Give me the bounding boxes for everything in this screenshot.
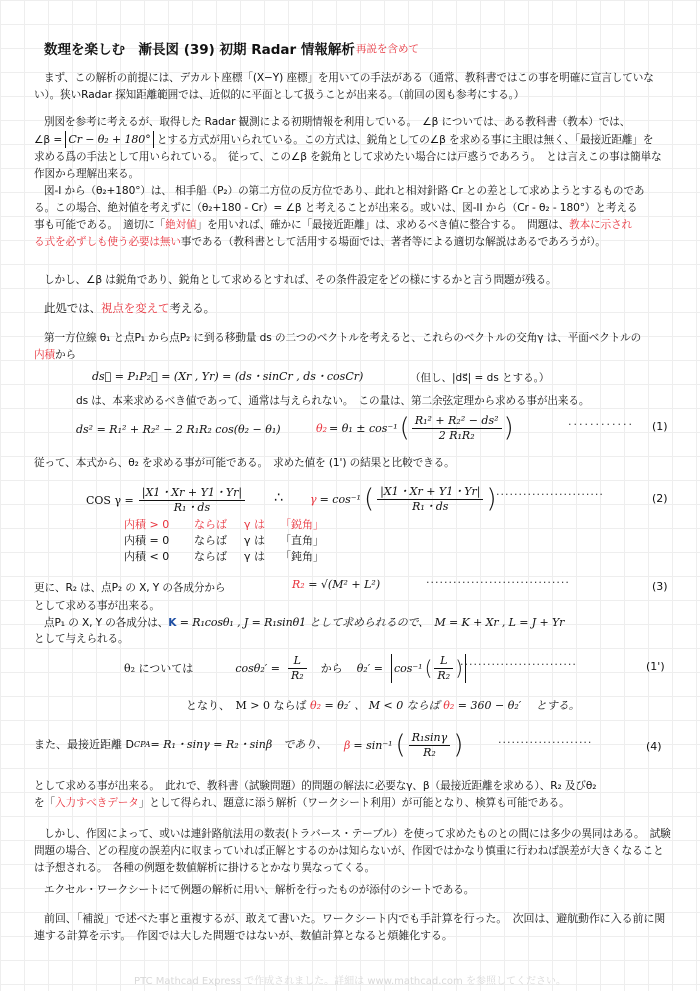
inner-row-negative: 内積 < 0 ならば γ は 「鈍角」 (124, 550, 324, 563)
equation-label-1prime: (1') (646, 660, 665, 673)
paragraph-results (34, 778, 674, 812)
para5-line3: ds は、本来求めるべき値であって、通常は与えられない。 この量は、第二余弦定理から求める事が出来る。 (76, 395, 590, 407)
equation-label-3: (3) (652, 580, 668, 593)
para8-line1: として求める事が出来る。 此れで、教科書（試験問題）的問題の解法に必要なγ、β（最接近距離を求める）、R₂ 及びθ₂ (34, 780, 597, 792)
page-title: 数理を楽しむ 漸長図 (39) 初期 Radar 情報解析 (44, 42, 355, 58)
equation-1prime: θ₂ については cosθ₂′ = $\frac{L}{\text{R₂}}$ から θ₂′ = cos⁻¹ ( $\frac{L}{\text{R₂}}$ ) (124, 646, 466, 690)
leader-dots-4: ····················· (498, 736, 593, 749)
equation-label-4: (4) (646, 740, 662, 753)
leader-dots-1prime: ·························· (460, 658, 577, 671)
paragraph-vectors: 第一方位線 θ₁ と点P₁ から点P₂ に到る移動量 ds の二つのベクトルを考えると、これらのベクトルの交角γ は、平面ベクトルの 内積から (34, 330, 674, 364)
paragraph-worksheet: エクセル・ワークシートにて例題の解析に用い、解析を行ったものが添付のシートである。 (44, 884, 475, 896)
para8-line2: を「入力すべきデータ」として得られ、題意に添う解析（ワークシート利用）が可能となり、検算も可能である。 (34, 797, 570, 809)
leader-dots-1: ············ (568, 418, 634, 431)
highlight-absolute-value: 絶対値 (165, 219, 197, 231)
para7-line2: として求める事が出来る。 (34, 600, 160, 612)
leader-dots-3: ································ (426, 576, 570, 589)
para2-line4: 作図から理解出来る。 (34, 168, 139, 180)
para2-line5: 図-I から（θ₂+180°）は、 相手船（P₂）の第二方位の反方位であり、此れと相対針路 Cr との差として求めようとするものであ (44, 185, 645, 197)
beta-abs-formula: Cr − θ₂ + 180° (65, 131, 153, 148)
page-subtitle: 再説を含めて (356, 43, 419, 55)
para5-line1: 第一方位線 θ₁ と点P₁ から点P₂ に到る移動量 ds の二つのベクトルを考えると、これらのベクトルの交角γ は、平面ベクトルの (44, 332, 642, 344)
highlight-textbook-2: る式を必ずしも使う必要は無い (34, 236, 181, 248)
equation-3: R₂ = √(M² + L²) (292, 578, 381, 591)
para2-line1: 別図を参考に考えるが、取得した Radar 観測による初期情報を利用している。 ∠β については、ある教科書（教本）では、 (44, 116, 631, 128)
paragraph-change-viewpoint: 此処では、視点を変えて考える。 (44, 301, 216, 315)
para7-line3: 点P₁ の X, Y の各成分は、K = R₁cosθ₁ , J = R₁sinθ1 として求められるので、 M = K + Xr , L = J + Yr (44, 616, 565, 629)
footer-watermark: PTC Mathcad Express で作成されました。詳細は www.mathcad.com を参照してください。 (134, 976, 566, 987)
para7-line1: 更に、R₂ は、点P₂ の X, Y の各成分から (34, 582, 226, 594)
para2-line2: ∠β = Cr − θ₂ + 180° とする方式が用いられている。この方式は、鋭角としての∠β を求める事に主眼は無く、「最接近距離」を (34, 133, 654, 146)
leader-dots-2: ························ (496, 488, 604, 501)
equation-label-2: (2) (652, 492, 668, 505)
equation-2-cos-gamma: COS γ = $\frac{|X1・Xr + Y1・Yr|}{\text{R₁・ds}}$ (86, 478, 245, 522)
paragraph-errors: しかし、作図によって、或いは連針路航法用の数表(トラバース・テーブル）を使って求めたものとの間には多少の異同はある。 試験問題の場合、どの程度の誤差内に収まっていれば正解とするのかは知らないが、作図ではかなり慎重に行わねば誤差が大きくなることは予想される。 各種の例題を数値解析に掛けるとかなり異なってくる。 (34, 828, 671, 874)
highlight-textbook-1: 教本に示され (569, 219, 633, 231)
para2-line8: る式を必ずしも使う必要は無い事である（教科書として活用する場面では、著者等による適切な解説はあるであろうが）。 (34, 236, 606, 248)
equation-1-cosine-law: ds² = R₁² + R₂² − 2 R₁R₂ cos(θ₂ − θ₁) (76, 423, 281, 436)
inner-row-positive: 内積 > 0 ならば γ は 「鋭角」 (124, 518, 324, 531)
theta2-conditions: となり、 M > 0 ならば θ₂ = θ₂′ 、 M < 0 ならば θ₂ = 360 − θ₂′ とする。 (186, 699, 580, 712)
inner-product-table (124, 517, 324, 565)
equation-4-beta: β = sin⁻¹ ( $\frac{\text{R₁sinγ}}{\text{R₂}}$ ) (344, 730, 464, 760)
para2-line7: 事も可能である。 適切に「絶対値」を用いれば、確かに「最接近距離」は、求めるべき値に整合する。 問題は、教本に示され (34, 219, 633, 231)
paragraph-premise: まず、この解析の前提には、デカルト座標「(X−Y) 座標」を用いての手法がある（通常、教科書ではこの事を明確に宣言していない）。狭いRadar 探知距離範囲では、近似的に平面として扱うことが出来る。（前回の図も参考にする。） (34, 72, 654, 101)
para2-line3: 求める爲の手法として用いられている。 従って、この∠β を鋭角として求めたい場合には戸惑うであろう。 とは言えこの事は簡単な (34, 151, 662, 163)
paragraph-beta-method (34, 114, 674, 251)
inner-row-zero: 内積 = 0 ならば γ は 「直角」 (124, 534, 324, 547)
therefore-symbol: ∴ (274, 490, 283, 506)
equation-label-1: (1) (652, 420, 668, 433)
vector-note: （但し、|ds⃗| = ds とする。） (410, 372, 550, 384)
variable-K: K (168, 617, 177, 629)
paragraph-theta2: 従って、本式から、θ₂ を求める事が可能である。 求めた値を (1') の結果と比較できる。 (34, 457, 455, 469)
para7-line4: として与えられる。 (34, 633, 129, 645)
equation-2-gamma: γ = cos⁻¹ ( $\frac{|X1・Xr + Y1・Yr|}{\text{R₁・ds}}$ ) (310, 484, 497, 514)
paragraph-next: 前回、「補説」で述べた事と重複するが、敢えて書いた。ワークシート内でも手計算を行った。 次回は、避航動作に入る前に関連する計算を示す。 作図では大した問題ではないが、数値計算となると煩雑化する。 (34, 912, 666, 942)
highlight-input-data: 入力すべきデータ (55, 797, 139, 809)
equation-1-theta2: θ₂ = θ₁ ± cos⁻¹ ( $\frac{\text{R₁² + R₂² − ds²}}{\text{2 R₁R₂}}$ ) (316, 413, 514, 443)
equation-4-cpa: また、最接近距離 D CPA = R₁・sinγ = R₂・sinβ であり、 (34, 738, 328, 751)
vector-equation: ds⃗ = P₁P₂⃗ = (Xr , Yr) = (ds・sinCr , ds・cosCr) (92, 370, 364, 383)
highlight-inner-product: 内積 (34, 349, 55, 361)
paragraph-acute-condition: しかし、∠β は鋭角であり、鋭角として求めるとすれば、その条件設定をどの様にするかと言う問題が残る。 (44, 274, 557, 286)
highlight-viewpoint: 視点を変えて (101, 301, 170, 315)
para2-line6: る。この場合、絶対値を考えずに（θ₂+180 - Cr）= ∠β と考えることが出来る。或いは、図-II から（Cr - θ₂ - 180°）と考える (34, 202, 638, 214)
